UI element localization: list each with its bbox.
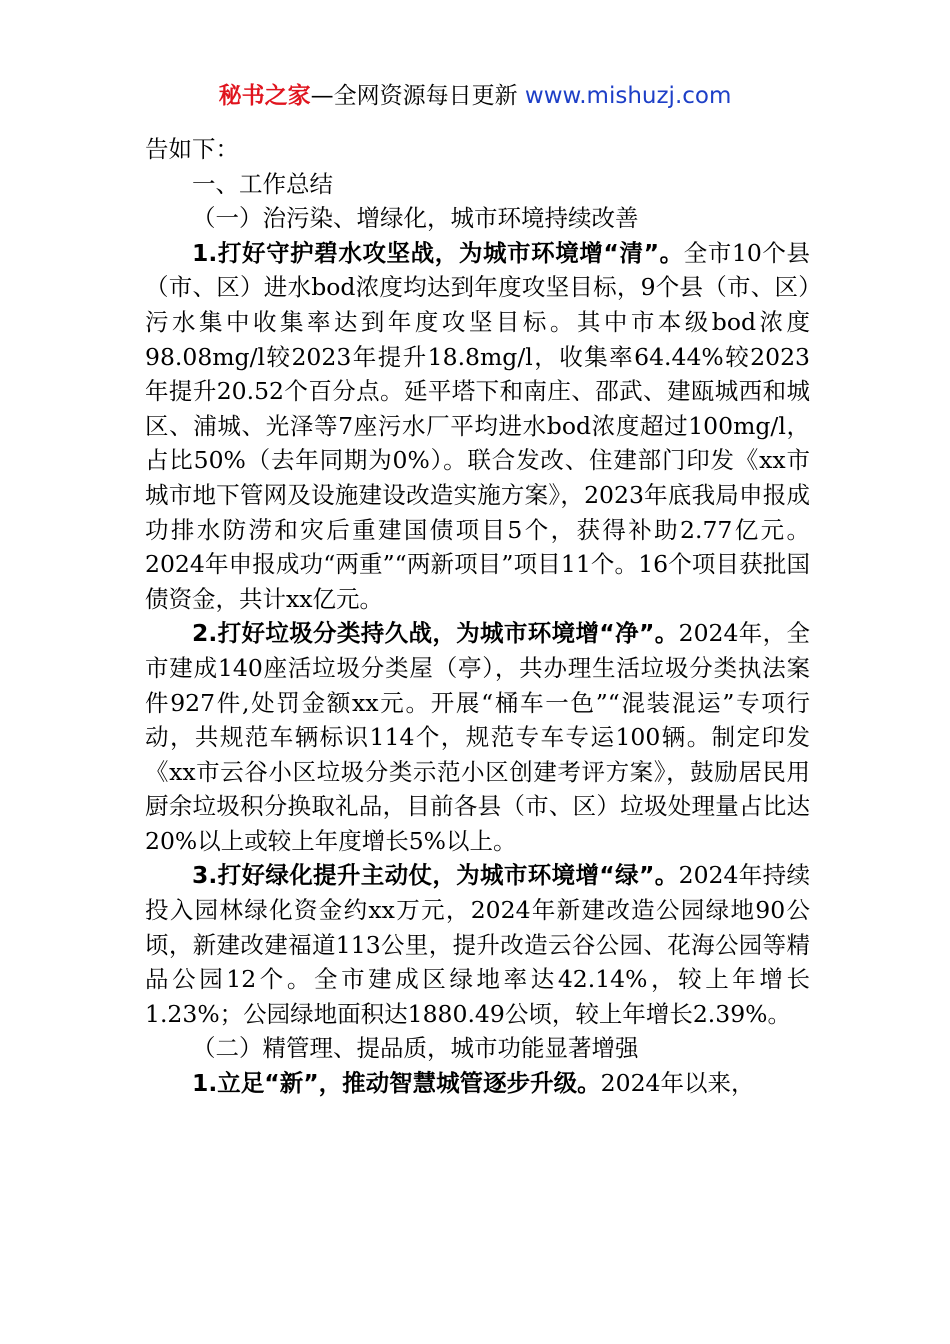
- subsection-heading-environment: [145, 201, 810, 236]
- section-heading-work-summary: [145, 167, 810, 202]
- paragraph-lead: 1.立足“新”，推动智慧城管逐步升级。: [192, 1069, 601, 1098]
- paragraph-text: 告如下：: [145, 135, 239, 163]
- paragraph-text: 2024年，全市建成140座活垃圾分类屋（亭），共办理生活垃圾分类执法案件927件,处罚金额xx元。开展“桶车一色”“混装混运”专项行动，共规范车辆标识114个，规范专车专运100辆。制定印发《xx市云谷小区垃圾分类示范小区创建考评方案》，鼓励居民用厨余垃圾积分换取礼品，目前各县（市、区）垃圾处理量占比达20%以上或较上年度增长5%以上。: [145, 619, 810, 855]
- subsection-heading-city-function: [145, 1031, 810, 1066]
- document-body: [145, 132, 810, 1101]
- paragraph-lead: 3.打好绿化提升主动仗，为城市环境增“绿”。: [192, 861, 679, 890]
- banner-tagline: —全网资源每日更新: [310, 83, 525, 109]
- paragraph-smart-city: [145, 1066, 810, 1101]
- site-banner: [0, 80, 950, 112]
- paragraph-waste-sorting: [145, 616, 810, 858]
- heading-text: （二）精管理、提品质，城市功能显著增强: [192, 1034, 639, 1063]
- heading-text: 一、工作总结: [192, 169, 333, 198]
- paragraph-text: 全市10个县（市、区）进水bod浓度均达到年度攻坚目标，9个县（市、区）污水集中收集率达到年度攻坚目标。其中市本级bod浓度98.08mg/l较2023年提升18.8mg/l，收集率64.44%较2023年提升20.52个百分点。延平塔下和南庄、邵武、建瓯城西和城区、浦城、光泽等7座污水厂平均进水bod浓度超过100mg/l，占比50%（去年同期为0%）。联合发改、住建部门印发《xx市城市地下管网及设施建设改造实施方案》，2023年底我局申报成功排水防涝和灾后重建国债项目5个，获得补助2.77亿元。2024年申报成功“两重”“两新项目”项目11个。16个项目获批国债资金，共计xx亿元。: [145, 238, 810, 613]
- paragraph-lead: 2.打好垃圾分类持久战，为城市环境增“净”。: [192, 619, 679, 648]
- paragraph-report-continuation: [145, 132, 810, 167]
- website-url-link[interactable]: www.mishuzj.com: [524, 83, 732, 109]
- paragraph-clean-water: [145, 236, 810, 617]
- heading-text: （一）治污染、增绿化，城市环境持续改善: [192, 204, 639, 233]
- paragraph-text: 2024年持续投入园林绿化资金约xx万元，2024年新建改造公园绿地90公顷，新建改建福道113公里，提升改造云谷公园、花海公园等精品公园12个。全市建成区绿地率达42.14%，较上年增长1.23%；公园绿地面积达1880.49公顷，较上年增长2.39%。: [145, 861, 810, 1028]
- brand-name: 秘书之家: [218, 83, 311, 109]
- paragraph-lead: 1.打好守护碧水攻坚战，为城市环境增“清”。: [192, 238, 684, 267]
- paragraph-greening: [145, 858, 810, 1031]
- paragraph-text: 2024年以来，: [600, 1069, 755, 1098]
